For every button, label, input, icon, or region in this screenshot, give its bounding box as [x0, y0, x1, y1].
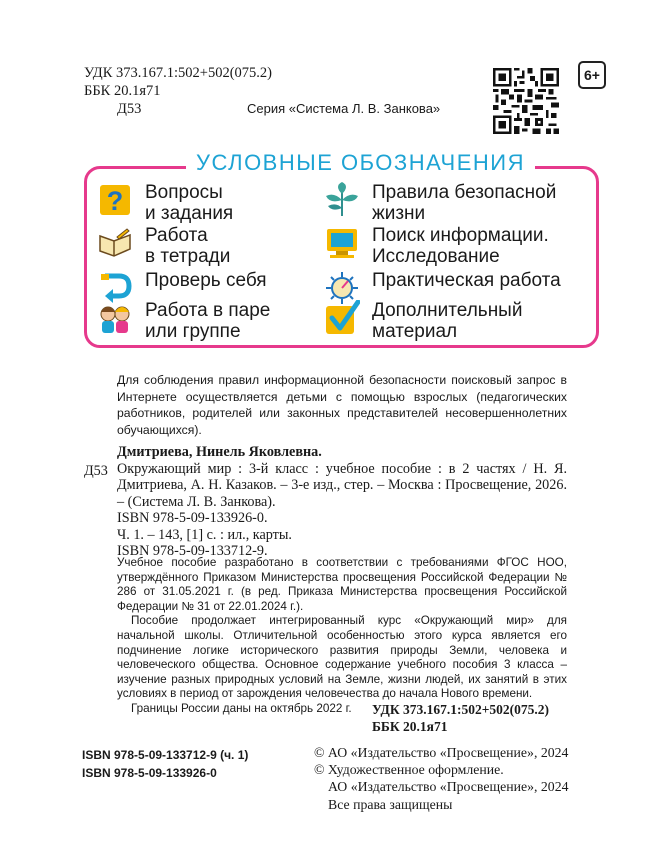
legend-item-search: Поиск информации. Исследование [324, 225, 549, 267]
checkmark-icon [324, 300, 360, 336]
header-udk: УДК 373.167.1:502+502(075.2) [84, 65, 272, 81]
question-icon [97, 182, 133, 218]
isbn-1: ISBN 978-5-09-133712-9 (ч. 1) [82, 748, 249, 762]
copyright-block [314, 744, 569, 813]
legend-item-practical: Практическая работа [324, 270, 561, 306]
isbn-2: ISBN 978-5-09-133926-0 [82, 766, 217, 780]
author: Дмитриева, Нинель Яковлевна. [117, 444, 322, 460]
safety-note: Для соблюдения правил информационной безопасности поисковый запрос в Интернете осуществляется детьми с помощью взрослых (педагогических работников, родителей или законных представителей несовершеннолетних обучающихся). [117, 373, 567, 437]
part-line: Ч. 1. – 143, [1] с. : ил., карты. [117, 526, 292, 543]
copyright-2: © Художественное оформление. [314, 762, 504, 778]
header-bbk: ББК 20.1я71 [84, 83, 161, 99]
annotation-p1: Учебное пособие разработано в соответствии с требованиями ФГОС НОО, утверждённого Приказом Министерства просвещения Российской Федерации № 286 от 31.05.2021 г. (в ред. Приказа Министерства просвещения Российской Федерации № 31 от 22.01.2024 г.). [117, 556, 567, 613]
series-title: Серия «Система Л. В. Занкова» [247, 101, 441, 116]
legend-item-safety: Правила безопасной жизни [324, 182, 556, 224]
isbn-part-line: ISBN 978-5-09-133712-9. [117, 543, 268, 559]
copyright-1: © АО «Издательство «Просвещение», 2024 [314, 745, 569, 760]
annotation [117, 556, 567, 717]
computer-search-icon [324, 225, 360, 261]
notebook-icon [97, 225, 133, 261]
legend-item-notebook: Работа в тетради [97, 225, 230, 267]
legend-item-questions: ? Вопросы и задания [97, 182, 233, 224]
footer-classification [372, 701, 549, 735]
svg-text:?: ? [106, 186, 124, 216]
safety-plant-icon [324, 182, 360, 218]
age-rating-badge: 6+ [578, 61, 606, 89]
legend-title: УСЛОВНЫЕ ОБОЗНАЧЕНИЯ [186, 150, 535, 176]
pair-work-icon [97, 300, 133, 336]
rights-reserved: Все права защищены [328, 796, 453, 812]
footer-bbk: ББК 20.1я71 [372, 719, 448, 734]
footer-udk: УДК 373.167.1:502+502(075.2) [372, 702, 550, 717]
qr-code-icon [493, 68, 559, 134]
bibliographic-record [117, 444, 567, 560]
legend-item-check: Проверь себя [97, 270, 267, 306]
catalog-code: Д53 [84, 463, 108, 479]
legend-item-additional: Дополнительный материал [324, 300, 522, 342]
copyright-3: АО «Издательство «Просвещение», 2024 [328, 779, 569, 795]
isbn-block [82, 746, 248, 782]
isbn-line: ISBN 978-5-09-133926-0. [117, 510, 268, 526]
annotation-p2: Пособие продолжает интегрированный курс «Окружающий мир» для начальной школы. Отличительной особенностью этого курса является его подчинение логике исторического развития природы Земли, человека и человеческого общества. Основное содержание учебного пособия 3 класса – изучение разных природных условий на Земле, жизни людей, их занятий в этих условиях в период от зарождения человечества до начала Нового времени. [117, 614, 567, 701]
legend-item-pair-work: Работа в паре или группе [97, 300, 270, 342]
header-code: Д53 [117, 101, 142, 117]
annotation-p3: Границы России даны на октябрь 2022 г. [131, 701, 352, 715]
book-description: Окружающий мир : 3-й класс : учебное пособие : в 2 частях / Н. Я. Дмитриева, А. Н. Казаков. – 3-е изд., стер. – Москва : Просвещение, 2026. – (Система Л. В. Занкова). [117, 460, 567, 510]
